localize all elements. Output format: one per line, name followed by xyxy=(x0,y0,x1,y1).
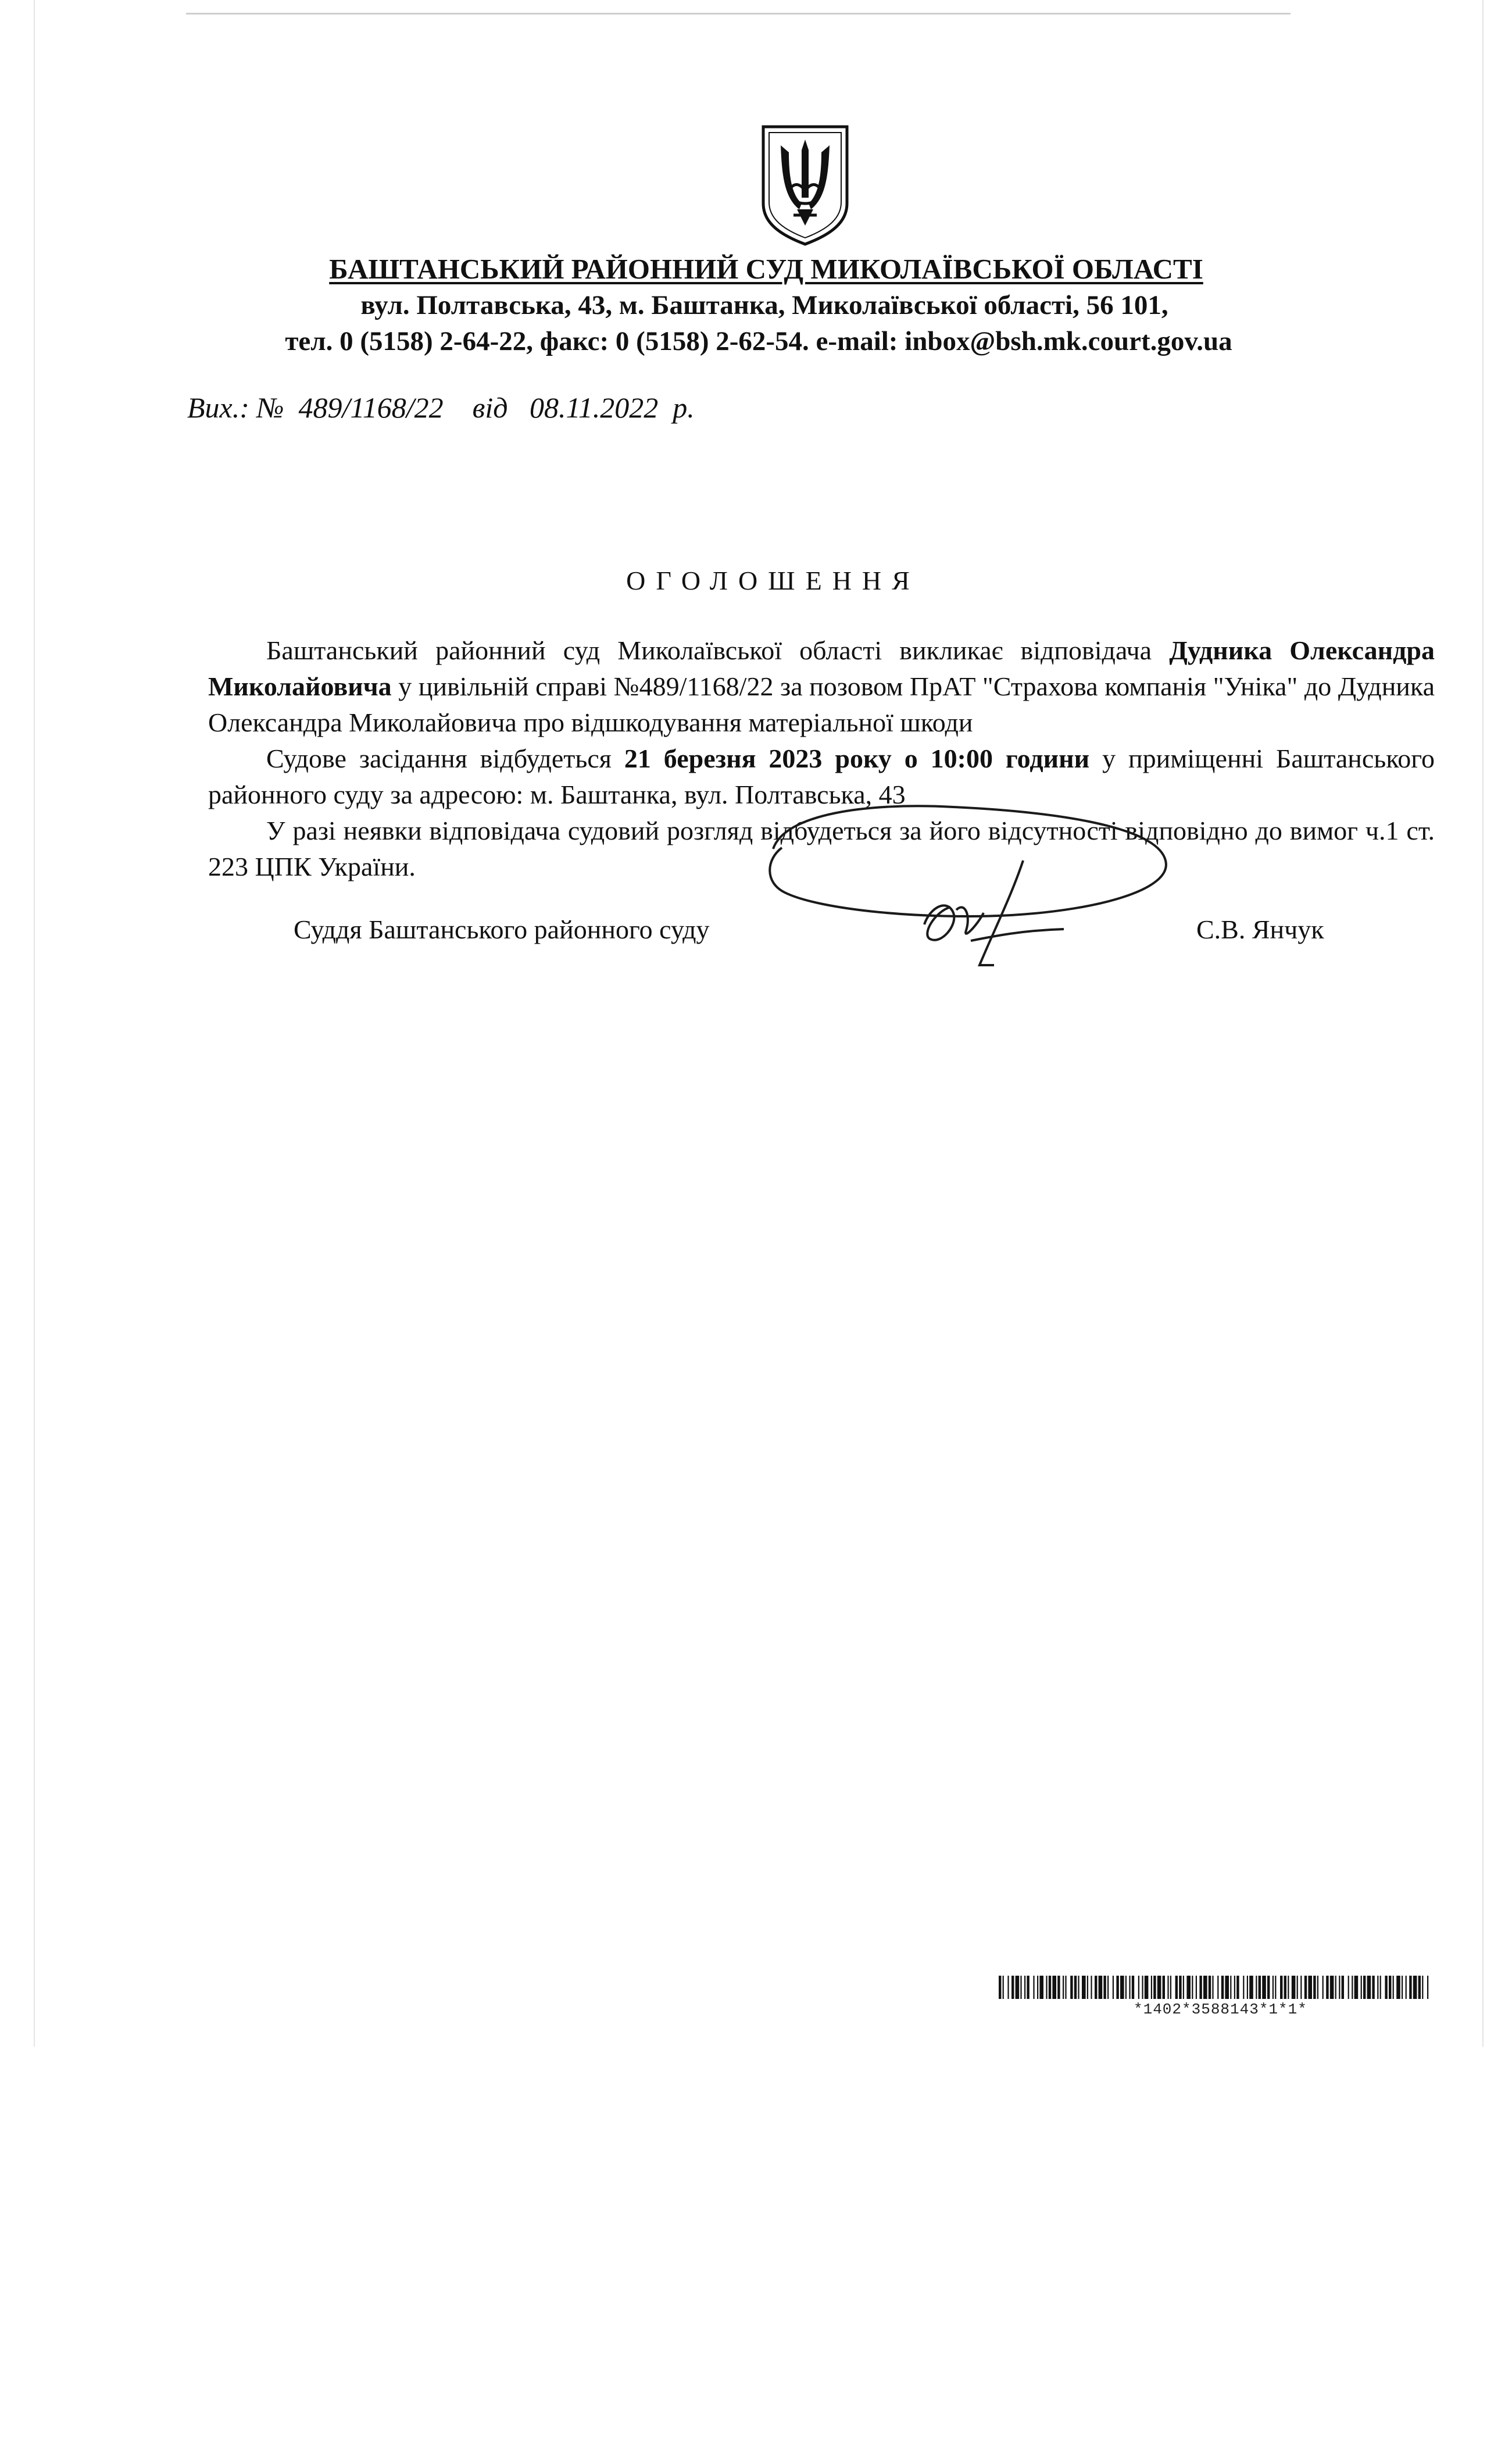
barcode-bar xyxy=(1288,1976,1289,1999)
barcode-bar xyxy=(1380,1976,1381,1999)
barcode-bar xyxy=(1367,1976,1371,1999)
barcode-bar xyxy=(1087,1976,1088,1999)
scan-edge-left xyxy=(34,0,35,2047)
barcode-bar xyxy=(1393,1976,1394,1999)
barcode-bar xyxy=(1157,1976,1161,1999)
barcode-bar xyxy=(1027,1976,1029,1999)
barcode-bar xyxy=(1063,1976,1064,1999)
barcode-bar xyxy=(1074,1976,1077,1999)
court-contacts: тел. 0 (5158) 2-64-22, факс: 0 (5158) 2-62-54. e-mail: inbox@bsh.mk.court.gov.ua xyxy=(285,326,1232,356)
barcode-bar xyxy=(1145,1976,1149,1999)
barcode-bar xyxy=(1304,1976,1307,1999)
barcode-bar xyxy=(1427,1976,1428,1999)
barcode-bar xyxy=(1095,1976,1097,1999)
barcode-bar xyxy=(1003,1976,1004,1999)
barcode-bar xyxy=(1396,1976,1400,1999)
barcode-bar xyxy=(1372,1976,1374,1999)
barcode-bar xyxy=(1016,1976,1020,1999)
paragraph-text: у цивільній справі №489/1168/22 за позовом ПрАТ "Страхова компанія "Уніка" до Дудника Олександра Миколайовича про відшкодування матеріальної шкоди xyxy=(208,672,1435,737)
barcode-bar xyxy=(1262,1976,1266,1999)
outgoing-date: 08.11.2022 xyxy=(530,391,659,424)
barcode-bar xyxy=(1354,1976,1359,1999)
barcode-bar xyxy=(1234,1976,1235,1999)
barcode-bar xyxy=(1167,1976,1168,1999)
barcode-bar xyxy=(1259,1976,1261,1999)
barcode-bar xyxy=(1011,1976,1014,1999)
court-address: вул. Полтавська, 43, м. Баштанка, Миколаївської області, 56 101, xyxy=(360,290,1168,320)
barcode-bar xyxy=(1409,1976,1411,1999)
barcode-bar xyxy=(1138,1976,1139,1999)
barcode xyxy=(999,1976,1430,1999)
paragraph-text: У разі неявки відповідача судовий розгляд відбудеться за його відсутності відповідно до вимог ч.1 ст. 223 ЦПК України. xyxy=(208,816,1435,881)
barcode-bar xyxy=(1402,1976,1403,1999)
barcode-bar xyxy=(1057,1976,1060,1999)
scan-edge-right xyxy=(1482,0,1484,2047)
barcode-bar xyxy=(1284,1976,1286,1999)
barcode-bar xyxy=(1297,1976,1298,1999)
barcode-bar xyxy=(1326,1976,1328,1999)
barcode-bar xyxy=(1107,1976,1109,1999)
barcode-bar xyxy=(1385,1976,1387,1999)
barcode-bar xyxy=(1361,1976,1362,1999)
barcode-bar xyxy=(1039,1976,1043,1999)
barcode-bar xyxy=(1153,1976,1156,1999)
barcode-bar xyxy=(1236,1976,1239,1999)
barcode-bar xyxy=(1225,1976,1229,1999)
paragraph-text: у приміщенні Баштанського районного суду за адресою: м. Баштанка, вул. Полтавська, 43 xyxy=(208,744,1435,809)
barcode-bar xyxy=(1199,1976,1202,1999)
barcode-bar xyxy=(1292,1976,1296,1999)
barcode-bar xyxy=(1300,1976,1302,1999)
outgoing-from-label: від xyxy=(472,391,508,424)
barcode-bar xyxy=(1406,1976,1407,1999)
court-header xyxy=(174,251,1337,359)
barcode-bar xyxy=(1175,1976,1178,1999)
barcode-bar xyxy=(1078,1976,1079,1999)
barcode-bar xyxy=(1052,1976,1056,1999)
barcode-bar xyxy=(1113,1976,1114,1999)
barcode-bar xyxy=(1342,1976,1344,1999)
barcode-bar xyxy=(1322,1976,1324,1999)
barcode-bar xyxy=(1046,1976,1047,1999)
barcode-bar xyxy=(1142,1976,1143,1999)
barcode-bar xyxy=(1363,1976,1366,1999)
court-name: БАШТАНСЬКИЙ РАЙОННИЙ СУД МИКОЛАЇВСЬКОЇ ОБЛАСТІ xyxy=(329,253,1203,285)
barcode-bar xyxy=(1377,1976,1378,1999)
barcode-bar xyxy=(1007,1976,1009,1999)
barcode-bar xyxy=(1186,1976,1191,1999)
barcode-bar xyxy=(1217,1976,1218,1999)
judge-title: Суддя Баштанського районного суду xyxy=(294,915,710,944)
judge-name: С.В. Янчук xyxy=(1196,915,1324,944)
barcode-bar xyxy=(1129,1976,1130,1999)
barcode-bar xyxy=(1317,1976,1318,1999)
barcode-bar xyxy=(1418,1976,1421,1999)
barcode-bar xyxy=(1352,1976,1353,1999)
barcode-bar xyxy=(1422,1976,1423,1999)
barcode-bar xyxy=(1348,1976,1349,1999)
barcode-bar xyxy=(1203,1976,1207,1999)
barcode-bar xyxy=(1335,1976,1336,1999)
barcode-bar xyxy=(1065,1976,1066,1999)
hearing-datetime: 21 березня 2023 року о 10:00 години xyxy=(624,744,1090,773)
barcode-bar xyxy=(1256,1976,1257,1999)
barcode-bar xyxy=(999,1976,1001,1999)
barcode-bar xyxy=(1308,1976,1312,1999)
barcode-bar xyxy=(1267,1976,1270,1999)
barcode-bar xyxy=(1024,1976,1025,1999)
barcode-number: *1402*3588143*1*1* xyxy=(1134,2001,1307,2018)
barcode-bar xyxy=(1249,1976,1253,1999)
barcode-bar xyxy=(1230,1976,1231,1999)
barcode-bar xyxy=(1272,1976,1274,1999)
barcode-bar xyxy=(1163,1976,1165,1999)
barcode-bar xyxy=(1091,1976,1092,1999)
barcode-bar xyxy=(1247,1976,1248,1999)
defendant-name: Дудника Олександра Миколайовича xyxy=(208,635,1435,701)
barcode-bar xyxy=(1330,1976,1334,1999)
barcode-bar xyxy=(1413,1976,1417,1999)
barcode-bar xyxy=(1339,1976,1340,1999)
barcode-bar xyxy=(1132,1976,1134,1999)
barcode-bar xyxy=(1103,1976,1106,1999)
barcode-bar xyxy=(1280,1976,1282,1999)
paragraph-summons xyxy=(208,633,1435,741)
scan-edge-top xyxy=(186,13,1291,15)
barcode-bar xyxy=(1099,1976,1103,1999)
barcode-bar xyxy=(1120,1976,1124,1999)
barcode-bar xyxy=(1183,1976,1184,1999)
outgoing-number xyxy=(187,391,695,424)
document-title: ОГОЛОШЕННЯ xyxy=(626,566,920,595)
barcode-bar xyxy=(1020,1976,1021,1999)
barcode-bar xyxy=(1151,1976,1152,1999)
barcode-bar xyxy=(1049,1976,1051,1999)
barcode-bar xyxy=(1313,1976,1316,1999)
barcode-bar xyxy=(1192,1976,1193,1999)
outgoing-suffix: р. xyxy=(673,391,695,424)
paragraph-text: Судове засідання відбудеться xyxy=(266,744,624,773)
barcode-bar xyxy=(1389,1976,1391,1999)
handwritten-signature xyxy=(750,791,1192,983)
coat-of-arms-icon xyxy=(759,122,852,247)
barcode-bar xyxy=(1125,1976,1127,1999)
barcode-bar xyxy=(1221,1976,1224,1999)
paragraph-text: Баштанський районний суд Миколаївської області викликає відповідача xyxy=(266,635,1170,665)
barcode-bar xyxy=(1070,1976,1073,1999)
barcode-bar xyxy=(1212,1976,1213,1999)
outgoing-case-number: 489/1168/22 xyxy=(298,391,444,424)
barcode-bar xyxy=(1170,1976,1171,1999)
barcode-bar xyxy=(1116,1976,1118,1999)
barcode-bar xyxy=(1082,1976,1086,1999)
outgoing-prefix: Вих.: № xyxy=(187,391,284,424)
barcode-bar xyxy=(1037,1976,1038,1999)
barcode-bar xyxy=(1243,1976,1244,1999)
barcode-bar xyxy=(1179,1976,1181,1999)
barcode-bar xyxy=(1196,1976,1197,1999)
barcode-bar xyxy=(1275,1976,1276,1999)
barcode-bar xyxy=(1033,1976,1034,1999)
barcode-bar xyxy=(1209,1976,1211,1999)
